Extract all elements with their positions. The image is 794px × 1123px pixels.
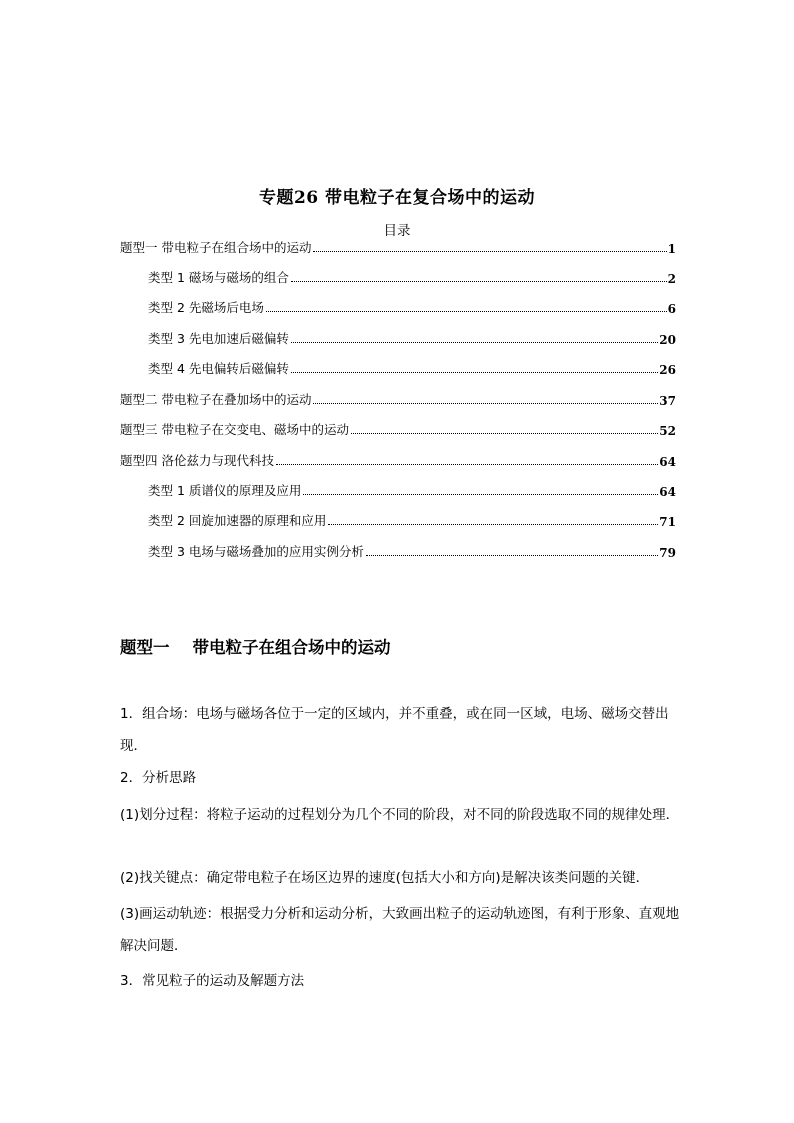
toc-entry-page: 2: [667, 272, 676, 286]
toc-entry-page: 52: [659, 424, 676, 438]
toc-entry[interactable]: [148, 329, 676, 347]
toc-leader: [328, 524, 658, 525]
toc-entry[interactable]: [120, 420, 676, 438]
toc-leader: [291, 342, 658, 343]
toc-entry-page: 79: [659, 546, 676, 560]
toc-leader: [366, 555, 658, 556]
toc-entry-page: 64: [659, 485, 676, 499]
toc-entry[interactable]: [120, 390, 676, 408]
section-heading: 题型一 带电粒子在组合场中的运动: [120, 638, 391, 657]
toc-entry-page: 37: [659, 394, 676, 408]
body-paragraph: 3．常见粒子的运动及解题方法: [120, 973, 305, 989]
toc-leader: [266, 311, 667, 312]
toc-leader: [291, 281, 667, 282]
toc-leader: [276, 464, 658, 465]
toc-entry-page: 1: [667, 242, 676, 256]
toc-leader: [351, 433, 658, 434]
toc-entry-label: 题型三 带电粒子在交变电、磁场中的运动: [120, 422, 349, 437]
toc-entry-label: 题型四 洛伦兹力与现代科技: [120, 453, 274, 468]
toc-entry-page: 26: [659, 363, 676, 377]
toc-entry[interactable]: [120, 451, 676, 469]
body-paragraph: 1．组合场：电场与磁场各位于一定的区域内，并不重叠，或在同一区域，电场、磁场交替出现．: [120, 706, 669, 754]
toc-leader: [303, 494, 658, 495]
toc-entry-label: 类型 1 质谱仪的原理及应用: [148, 483, 302, 498]
toc-entry-label: 类型 1 磁场与磁场的组合: [148, 270, 289, 285]
body-paragraph: 2．分析思路: [120, 770, 197, 786]
toc-entry[interactable]: [120, 238, 676, 256]
toc-entry-label: 类型 2 回旋加速器的原理和应用: [148, 513, 327, 528]
toc-entry[interactable]: [148, 359, 676, 377]
toc-entry-page: 64: [659, 455, 676, 469]
toc-entry-label: 类型 4 先电偏转后磁偏转: [148, 361, 289, 376]
body-paragraph: (3)画运动轨迹：根据受力分析和运动分析，大致画出粒子的运动轨迹图，有利于形象、直观地解决问题．: [120, 906, 680, 954]
toc-entry-page: 20: [659, 333, 676, 347]
toc-leader: [313, 403, 658, 404]
toc-entry-label: 类型 3 先电加速后磁偏转: [148, 331, 289, 346]
body-paragraph: (2)找关键点：确定带电粒子在场区边界的速度(包括大小和方向)是解决该类问题的关键．: [120, 870, 650, 886]
toc-entry[interactable]: [148, 298, 676, 316]
toc-entry-label: 题型二 带电粒子在叠加场中的运动: [120, 392, 312, 407]
toc-entry-label: 题型一 带电粒子在组合场中的运动: [120, 240, 312, 255]
toc-leader: [291, 372, 658, 373]
toc-entry-page: 6: [667, 302, 676, 316]
toc-entry[interactable]: [148, 268, 676, 286]
toc-leader: [313, 251, 666, 252]
toc-entry-label: 类型 2 先磁场后电场: [148, 300, 264, 315]
toc-heading: 目录: [383, 223, 411, 239]
toc-entry-page: 71: [659, 515, 676, 529]
document-title: 专题26 带电粒子在复合场中的运动: [258, 188, 536, 208]
toc-entry-label: 类型 3 电场与磁场叠加的应用实例分析: [148, 544, 364, 559]
body-paragraph: (1)划分过程：将粒子运动的过程划分为几个不同的阶段，对不同的阶段选取不同的规律处理．: [120, 807, 680, 823]
toc-entry[interactable]: [148, 542, 676, 560]
toc-entry[interactable]: [148, 481, 676, 499]
toc-entry[interactable]: [148, 511, 676, 529]
